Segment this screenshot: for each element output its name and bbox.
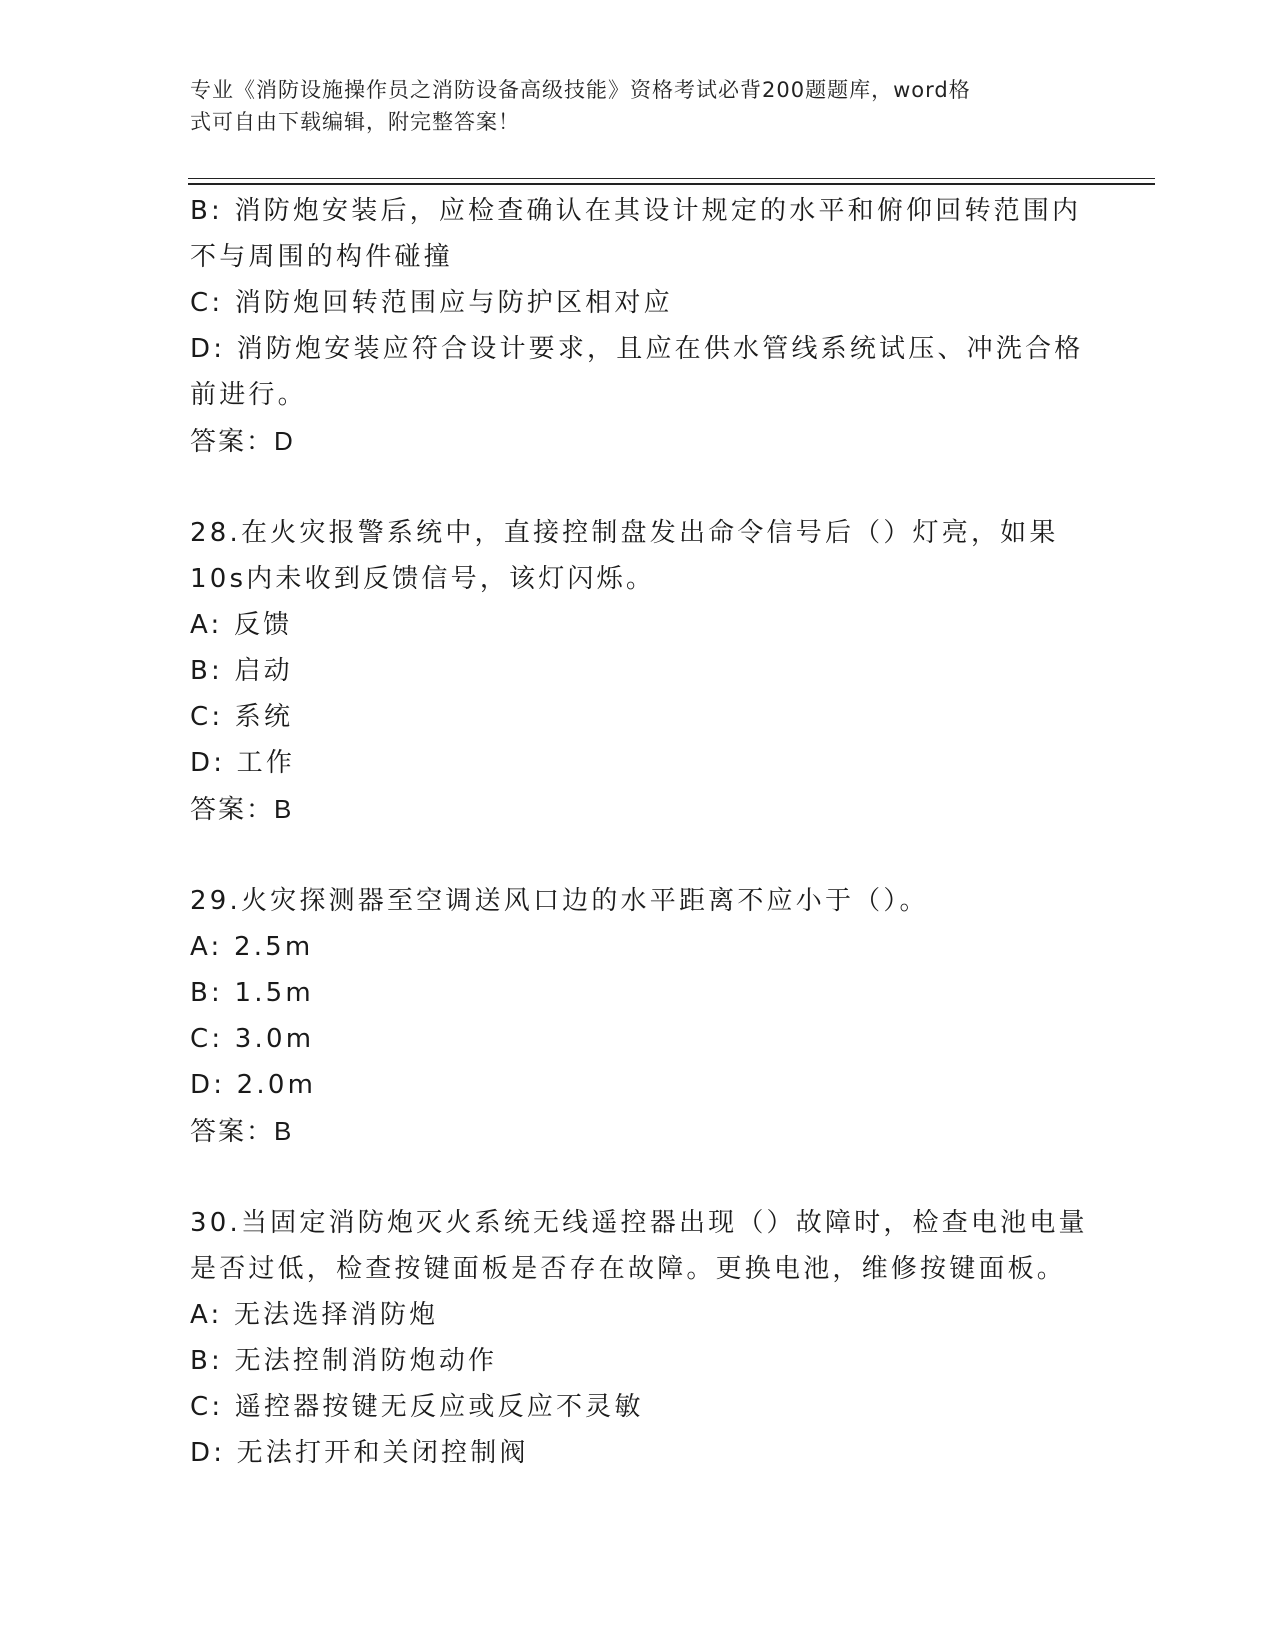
- option-c: C: 遥控器按键无反应或反应不灵敏: [190, 1392, 644, 1422]
- option-a: A: 2.5m: [190, 932, 314, 962]
- option-c: C: 消防炮回转范围应与防护区相对应: [190, 288, 673, 318]
- question-stem-line1: 30.当固定消防炮灭火系统无线遥控器出现（）故障时，检查电池电量: [190, 1208, 1088, 1238]
- question-stem: 29.火灾探测器至空调送风口边的水平距离不应小于（）。: [190, 886, 929, 916]
- question-28: [190, 510, 1090, 832]
- question-content: [190, 188, 1090, 1476]
- question-stem-line1: 28.在火灾报警系统中，直接控制盘发出命令信号后（）灯亮，如果: [190, 518, 1059, 548]
- answer-label: 答案：D: [190, 426, 295, 456]
- header-line-2: 式可自由下载编辑，附完整答案！: [190, 110, 520, 134]
- option-c: C: 3.0m: [190, 1024, 315, 1054]
- option-b-line1: B: 消防炮安装后，应检查确认在其设计规定的水平和俯仰回转范围内: [190, 196, 1082, 226]
- answer-label: 答案：B: [190, 794, 294, 824]
- option-c: C: 系统: [190, 702, 294, 732]
- answer-label: 答案：B: [190, 1116, 294, 1146]
- question-30: [190, 1200, 1090, 1476]
- option-d-line1: D: 消防炮安装应符合设计要求，且应在供水管线系统试压、冲洗合格: [190, 334, 1084, 364]
- option-d: D: 2.0m: [190, 1070, 317, 1100]
- header-line-1: 专业《消防设施操作员之消防设备高级技能》资格考试必背200题题库，word格: [190, 78, 971, 102]
- spacer: [190, 464, 1090, 510]
- option-d: D: 无法打开和关闭控制阀: [190, 1438, 529, 1468]
- header-rule-thin: [188, 178, 1155, 179]
- option-b: B: 无法控制消防炮动作: [190, 1346, 498, 1376]
- option-b-line2: 不与周围的构件碰撞: [190, 242, 453, 272]
- option-d-line2: 前进行。: [190, 380, 307, 410]
- option-a: A: 无法选择消防炮: [190, 1300, 439, 1330]
- document-header: [190, 74, 1070, 138]
- question-stem-line2: 10s内未收到反馈信号，该灯闪烁。: [190, 564, 656, 594]
- spacer: [190, 832, 1090, 878]
- option-b: B: 启动: [190, 656, 293, 686]
- question-stem-line2: 是否过低，检查按键面板是否存在故障。更换电池，维修按键面板。: [190, 1254, 1067, 1284]
- prev-question-block: [190, 188, 1090, 464]
- header-rule-thick: [188, 183, 1155, 185]
- option-a: A: 反馈: [190, 610, 293, 640]
- option-b: B: 1.5m: [190, 978, 314, 1008]
- question-29: [190, 878, 1090, 1154]
- spacer: [190, 1154, 1090, 1200]
- option-d: D: 工作: [190, 748, 296, 778]
